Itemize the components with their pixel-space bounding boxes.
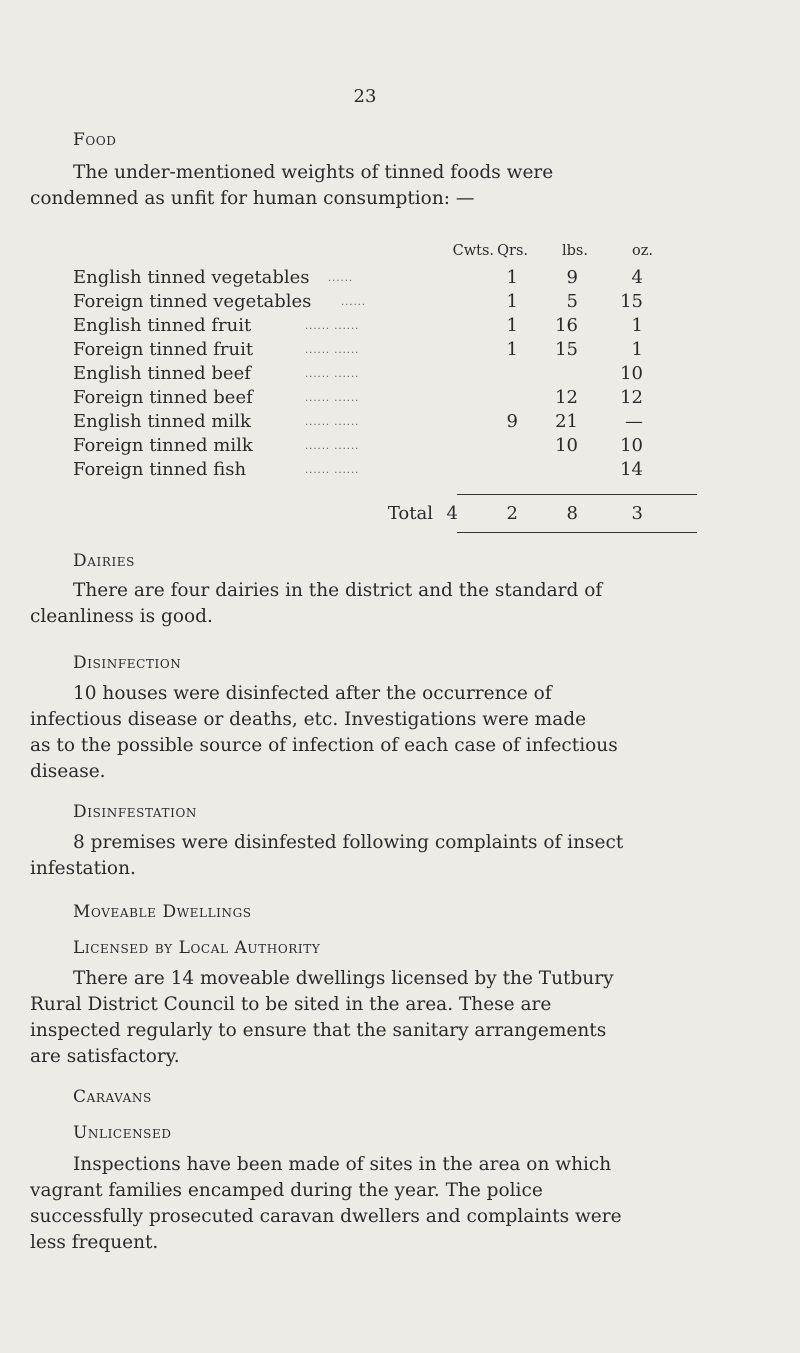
table-row (73, 459, 643, 483)
leader-dots: ...... ...... (305, 369, 360, 380)
table-row (73, 435, 643, 459)
cell-oz: 15 (620, 291, 643, 312)
disinfection-heading: Disinfection (73, 653, 182, 673)
paragraph-line: There are four dairies in the district and the standard of (73, 580, 603, 601)
paragraph-line: There are 14 moveable dwellings licensed by the Tutbury (73, 968, 614, 989)
paragraph-line: infectious disease or deaths, etc. Investigations were made (30, 709, 587, 730)
cell-qrs: 1 (506, 339, 518, 360)
page-number: 23 (353, 86, 377, 107)
cell-qrs: 1 (506, 291, 518, 312)
food-intro-line: The under-mentioned weights of tinned foods were (73, 162, 554, 183)
food-intro (30, 160, 553, 212)
paragraph-line: Rural District Council to be sited in the area. These are (30, 994, 552, 1015)
total-row (73, 503, 643, 527)
total-label: Total (387, 503, 433, 524)
leader-dots: ...... ...... (305, 393, 360, 404)
row-label: English tinned fruit (73, 315, 252, 336)
paragraph-line: cleanliness is good. (30, 606, 213, 627)
leader-dots: ...... (328, 273, 354, 284)
col-qrs: Qrs. (497, 243, 528, 259)
row-label: Foreign tinned beef (73, 387, 253, 408)
paragraph-line: inspected regularly to ensure that the sanitary arrangements (30, 1020, 607, 1041)
row-label: Foreign tinned fish (73, 459, 247, 480)
moveable-dwellings-heading: Moveable Dwellings (73, 902, 252, 922)
table-row (73, 387, 643, 411)
disinfestation-paragraph (30, 830, 623, 882)
cell-lbs: 16 (555, 315, 578, 336)
dairies-heading: Dairies (73, 551, 135, 571)
col-lbs: lbs. (562, 243, 588, 259)
col-oz: oz. (632, 243, 653, 259)
cell-oz: 14 (620, 459, 643, 480)
total-qrs: 2 (506, 503, 518, 524)
paragraph-line: infestation. (30, 858, 136, 879)
cell-lbs: 21 (555, 411, 578, 432)
cell-oz: 10 (620, 435, 643, 456)
cell-oz: — (625, 411, 643, 432)
row-label: English tinned beef (73, 363, 251, 384)
paragraph-line: disease. (30, 761, 106, 782)
table-row (73, 339, 643, 363)
row-label: Foreign tinned milk (73, 435, 253, 456)
cell-oz: 12 (620, 387, 643, 408)
disinfection-paragraph (30, 681, 618, 785)
cell-oz: 4 (631, 267, 643, 288)
col-cwts: Cwts. (452, 243, 494, 259)
licensed-subheading: Licensed by Local Authority (73, 938, 321, 958)
paragraph-line: are satisfactory. (30, 1046, 180, 1067)
cell-oz: 1 (631, 339, 643, 360)
caravans-heading: Caravans (73, 1087, 152, 1107)
paragraph-line: less frequent. (30, 1232, 159, 1253)
total-lbs: 8 (566, 503, 578, 524)
row-label: English tinned vegetables (73, 267, 310, 288)
cell-lbs: 15 (555, 339, 578, 360)
cell-qrs: 1 (506, 267, 518, 288)
food-intro-line: condemned as unfit for human consumption: — (30, 188, 475, 209)
cell-oz: 1 (631, 315, 643, 336)
row-label: English tinned milk (73, 411, 251, 432)
table-row (73, 315, 643, 339)
cell-oz: 10 (620, 363, 643, 384)
paragraph-line: vagrant families encamped during the year. The police (30, 1180, 543, 1201)
paragraph-line: Inspections have been made of sites in the area on which (73, 1154, 612, 1175)
cell-qrs: 9 (506, 411, 518, 432)
table-row (73, 291, 643, 315)
table-row (73, 411, 643, 435)
table-row (73, 267, 643, 291)
row-label: Foreign tinned fruit (73, 339, 254, 360)
cell-lbs: 5 (566, 291, 578, 312)
leader-dots: ...... ...... (305, 345, 360, 356)
table-header (73, 243, 653, 267)
disinfestation-heading: Disinfestation (73, 802, 197, 822)
leader-dots: ...... ...... (305, 441, 360, 452)
paragraph-line: 8 premises were disinfested following complaints of insect (73, 832, 624, 853)
leader-dots: ...... (341, 297, 367, 308)
leader-dots: ...... ...... (305, 321, 360, 332)
food-heading: Food (73, 130, 117, 150)
total-rule-top (457, 494, 697, 495)
leader-dots: ...... ...... (305, 417, 360, 428)
caravans-paragraph (30, 1152, 622, 1256)
total-rule-bottom (457, 532, 697, 533)
cell-lbs: 10 (555, 435, 578, 456)
cell-lbs: 9 (566, 267, 578, 288)
paragraph-line: 10 houses were disinfected after the occurrence of (73, 683, 552, 704)
cell-qrs: 1 (506, 315, 518, 336)
paragraph-line: as to the possible source of infection of each case of infectious (30, 735, 618, 756)
table-row (73, 363, 643, 387)
cell-lbs: 12 (555, 387, 578, 408)
total-cwts: 4 (446, 503, 458, 524)
unlicensed-subheading: Unlicensed (73, 1123, 172, 1143)
row-label: Foreign tinned vegetables (73, 291, 312, 312)
moveable-dwellings-paragraph (30, 966, 614, 1070)
dairies-paragraph (30, 578, 602, 630)
leader-dots: ...... ...... (305, 465, 360, 476)
total-oz: 3 (631, 503, 643, 524)
paragraph-line: successfully prosecuted caravan dwellers and complaints were (30, 1206, 622, 1227)
